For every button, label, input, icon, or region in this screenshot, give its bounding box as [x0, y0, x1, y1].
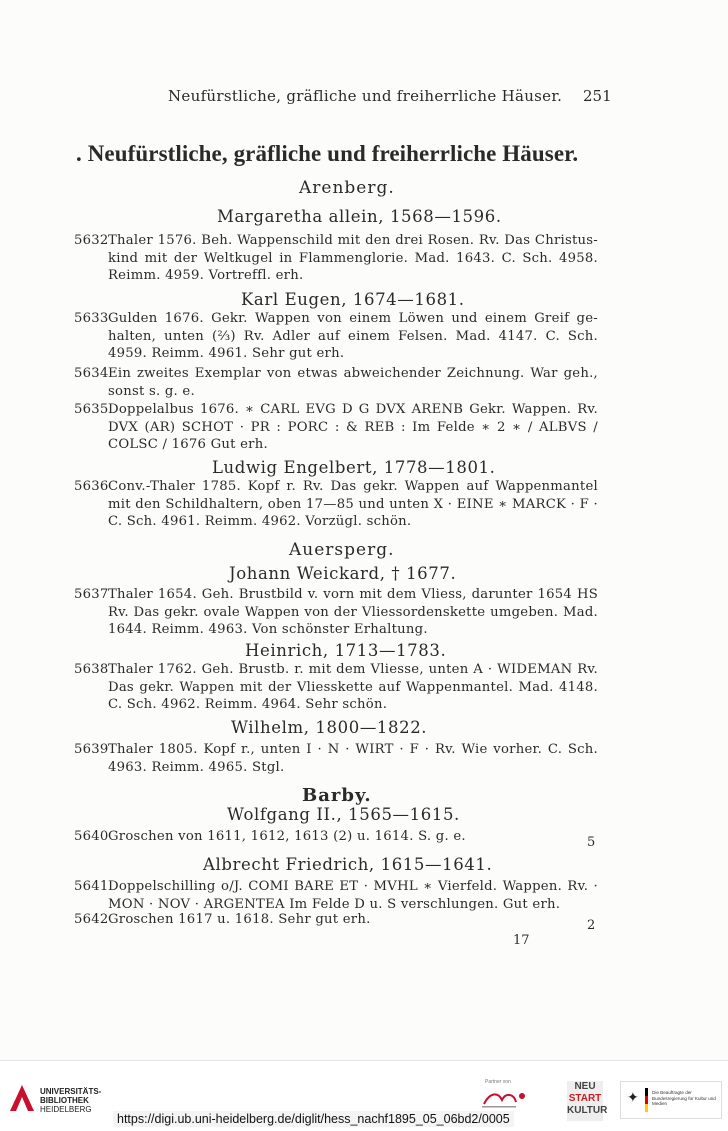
- lot-description: Thaler 1805. Kopf r., unten I · N · WIRT · F · Rv. Wie vorher. C. Sch. 4963. Reimm. 4965. Stgl.: [108, 742, 598, 775]
- lot-description: Groschen 1617 u. 1618. Sehr gut erh.: [108, 912, 371, 927]
- signature-mark: 17: [513, 933, 530, 948]
- lot-description: Conv.-Thaler 1785. Kopf r. Rv. Das gekr. Wappen auf Wappenmantel mit den Schildhaltern, oben 17—85 und unten X · EINE ∗ MARCK · F · C. Sch. 4961. Reimm. 4962. Vorzügl. schön.: [108, 479, 598, 530]
- lot-number: 5632: [74, 233, 109, 248]
- lot-description: Doppelalbus 1676. ∗ CARL EVG D G DVX ARENB Gekr. Wappen. Rv. DVX (AR) SCHOT · PR : PORC : & REB : Im Felde ∗ 2 ∗ / ALBVS / COLSC / 1676 Gut erh.: [108, 402, 598, 453]
- federal-eagle-icon: ✦: [627, 1090, 639, 1106]
- lot-description: Thaler 1654. Geh. Brustbild v. vorn mit dem Vliess, darunter 1654 HS Rv. Das gekr. ovale Wappen von der Vliessordenskette umgeben. Mad. 1644. Reimm. 4963. Von schönster Erhaltung.: [108, 587, 598, 638]
- house-heading-arenberg: Arenberg.: [299, 178, 395, 198]
- lot-description: Thaler 1576. Beh. Wappenschild mit den drei Rosen. Rv. Das Christus-kind mit der Weltkugel in Flammenglorie. Mad. 1643. C. Sch. 4958. Reimm. 4959. Vortreffl. erh.: [108, 233, 598, 284]
- lot-description: Ein zweites Exemplar von etwas abweichender Zeichnung. War geh., sonst s. g. e.: [108, 366, 598, 399]
- lot-description: Gulden 1676. Gekr. Wappen von einem Löwen und einem Greif ge-halten, unten (⅔) Rv. Adler auf einem Felsen. Mad. 4147. C. Sch. 4959. Reimm. 4961. Sehr gut erh.: [108, 311, 598, 362]
- house-heading-auersperg: Auersperg.: [289, 540, 395, 560]
- lot-number: 5641: [74, 879, 109, 894]
- flag-stripe-icon: [645, 1088, 648, 1112]
- lot-price: 2: [587, 918, 596, 933]
- ruler-heading: Ludwig Engelbert, 1778—1801.: [212, 458, 496, 477]
- lot-number: 5640: [74, 829, 109, 844]
- lot-number: 5634: [74, 366, 109, 381]
- lot-number: 5637: [74, 587, 109, 602]
- lot-number: 5636: [74, 479, 109, 494]
- lot-number: 5639: [74, 742, 109, 757]
- ruler-heading: Albrecht Friedrich, 1615—1641.: [203, 855, 493, 874]
- lot-description: Thaler 1762. Geh. Brustb. r. mit dem Vliesse, unten A · WIDEMAN Rv. Das gekr. Wappen mit der Vliesskette auf Wappenmantel. Mad. 4148. C. Sch. 4962. Reimm. 4964. Sehr schön.: [108, 662, 598, 713]
- lot-number: 5635: [74, 402, 109, 417]
- ruler-heading: Margaretha allein, 1568—1596.: [217, 207, 502, 226]
- neustart-kultur-logo: NEU START KULTUR: [567, 1081, 603, 1121]
- university-library-logo-icon: [8, 1083, 36, 1113]
- library-name: UNIVERSITÄTS- BIBLIOTHEK HEIDELBERG: [40, 1087, 102, 1114]
- page-title: . Neufürstliche, gräfliche und freiherrliche Häuser.: [76, 141, 579, 166]
- lot-price: 5: [587, 835, 596, 850]
- page-number: 251: [583, 87, 612, 105]
- ruler-heading: Heinrich, 1713—1783.: [245, 641, 447, 660]
- lot-number: 5642: [74, 912, 109, 927]
- ruler-heading: Wilhelm, 1800—1822.: [231, 718, 428, 737]
- permalink-url[interactable]: https://digi.ub.uni-heidelberg.de/diglit/hess_nachf1895_05_06bd2/0005: [113, 1111, 514, 1127]
- lot-number: 5633: [74, 311, 109, 326]
- ruler-heading: Karl Eugen, 1674—1681.: [241, 290, 465, 309]
- lot-number: 5638: [74, 662, 109, 677]
- partner-label: Partner von: [485, 1079, 511, 1085]
- house-heading-barby: Barby.: [302, 785, 372, 806]
- ruler-heading: Johann Weickard, † 1677.: [229, 564, 457, 583]
- partner-logo-icon: [480, 1088, 530, 1110]
- running-title: Neufürstliche, gräfliche und freiherrliche Häuser.: [168, 87, 563, 105]
- lot-description: Groschen von 1611, 1612, 1613 (2) u. 1614. S. g. e.: [108, 829, 466, 844]
- bkm-logo: ✦ Die Beauftragte der Bundesregierung für Kultur und Medien: [620, 1081, 722, 1119]
- ruler-heading: Wolfgang II., 1565—1615.: [227, 805, 460, 824]
- lot-description: Doppelschilling o/J. COMI BARE ET · MVHL ∗ Vierfeld. Wappen. Rv. · MON · NOV · ARGENTEA Im Felde D u. S verschlungen. Gut erh.: [108, 879, 598, 912]
